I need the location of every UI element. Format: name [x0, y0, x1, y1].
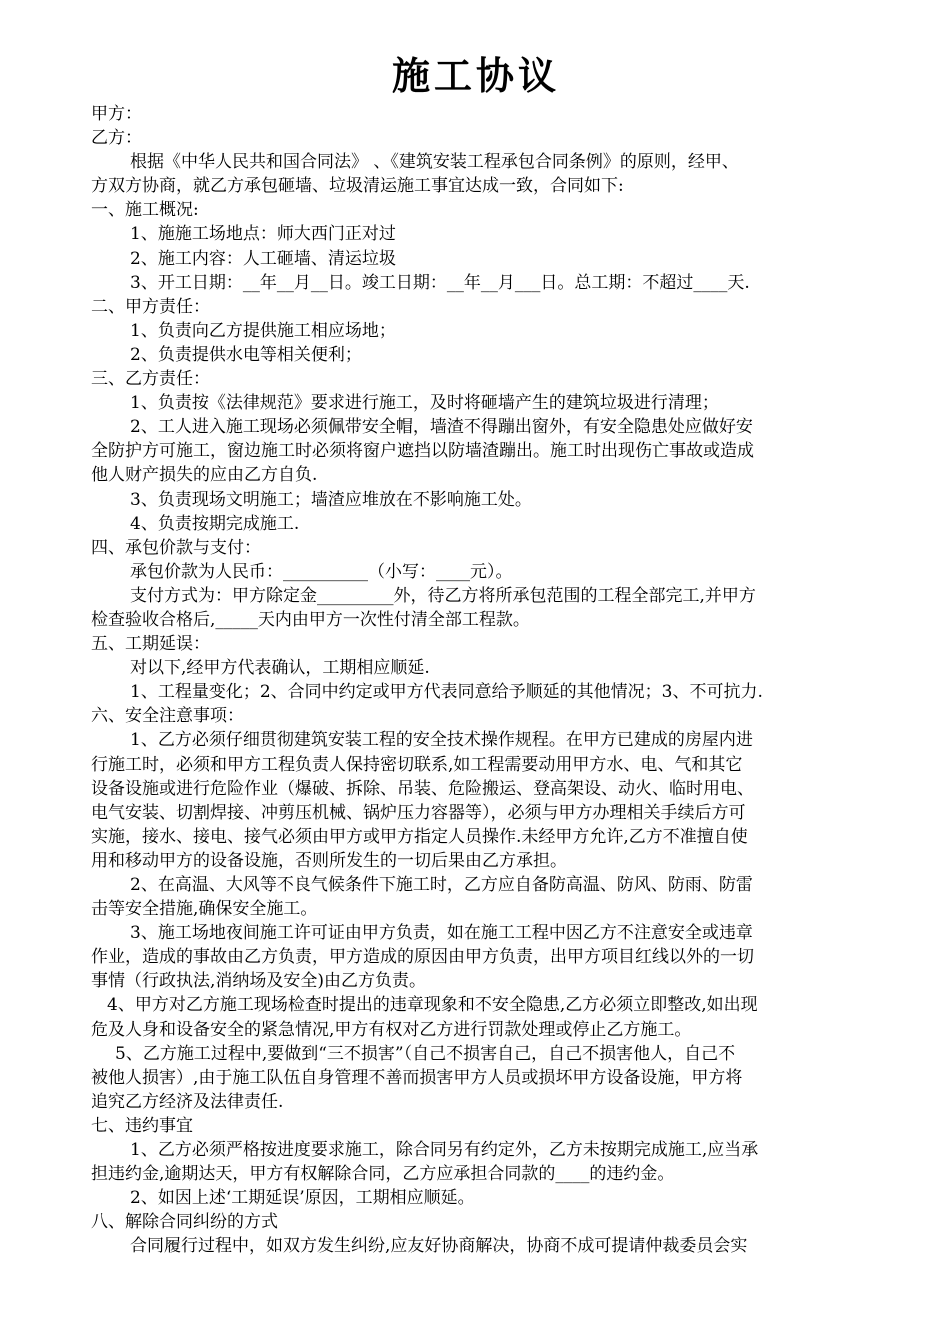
text-line: 被他人损害）,由于施工队伍自身管理不善而损害甲方人员或损坏甲方设备设施，甲方将 [91, 1067, 743, 1088]
text-line: 3、施工场地夜间施工许可证由甲方负责，如在施工工程中因乙方不注意安全或违章 [130, 923, 753, 944]
text-line: 二、甲方责任： [91, 296, 210, 317]
text-line: 2、如因上述‘工期延误’原因，工期相应顺延。 [130, 1188, 475, 1209]
text-line: 五、工期延误： [91, 634, 210, 655]
text-line: 乙方： [91, 128, 142, 149]
text-line: 2、工人进入施工现场必须佩带安全帽，墙渣不得蹦出窗外，有安全隐患处应做好安 [130, 417, 753, 438]
text-line: 追究乙方经济及法律责任. [91, 1091, 284, 1112]
text-line: 担违约金,逾期达天，甲方有权解除合同，乙方应承担合同款的____的违约金。 [91, 1164, 675, 1185]
text-line: 全防护方可施工，窗边施工时必须将窗户遮挡以防墙渣蹦出。施工时出现伤亡事故或造成 [91, 441, 754, 462]
document-page [91, 50, 861, 1259]
text-line: 5、乙方施工过程中,要做到“三不损害”（自己不损害自己，自己不损害他人，自己不 [115, 1043, 736, 1064]
text-line: 实施，接水、接电、接气必须由甲方或甲方指定人员操作.未经甲方允许,乙方不准擅自使 [91, 826, 748, 847]
text-line: 八、解除合同纠纷的方式 [91, 1212, 278, 1233]
text-line: 甲方： [91, 104, 142, 124]
text-line: 1、工程量变化；2、合同中约定或甲方代表同意给予顺延的其他情况；3、不可抗力. [130, 682, 763, 703]
text-line: 检查验收合格后,_____天内由甲方一次性付清全部工程款。 [91, 609, 530, 630]
text-line: 四、承包价款与支付： [91, 537, 261, 558]
text-line: 一、施工概况: [91, 200, 199, 221]
text-line: 方双方协商，就乙方承包砸墙、垃圾清运施工事宜达成一致，合同如下: [91, 176, 624, 197]
text-line: 3、开工日期：__年__月__日。竣工日期：__年__月___日。总工期：不超过____天. [130, 272, 750, 293]
text-line: 1、负责向乙方提供施工相应场地； [130, 320, 396, 341]
document-title: 施工协议 [391, 53, 560, 98]
text-line: 危及人身和设备安全的紧急情况,甲方有权对乙方进行罚款处理或停止乙方施工。 [91, 1019, 692, 1040]
text-line: 根据《中华人民共和国合同法》 、《建筑安装工程承包合同条例》的原则，经甲、 [130, 152, 739, 173]
text-line: 对以下,经甲方代表确认，工期相应顺延. [130, 658, 430, 679]
text-line: 七、违约事宜 [91, 1115, 193, 1136]
text-line: 行施工时，必须和甲方工程负责人保持密切联系,如工程需要动用甲方水、电、气和其它 [91, 754, 743, 775]
text-line: 2、施工内容：人工砸墙、清运垃圾 [130, 248, 396, 269]
text-line: 1、乙方必须仔细贯彻建筑安装工程的安全技术操作规程。在甲方已建成的房屋内进 [130, 730, 753, 751]
text-line: 2、负责提供水电等相关便利； [130, 344, 362, 365]
text-line: 3、负责现场文明施工；墙渣应堆放在不影响施工处。 [130, 489, 532, 510]
text-line: 电气安装、切割焊接、冲剪压机械、锅炉压力容器等），必须与甲方办理相关手续后方可 [91, 802, 746, 823]
text-line: 2、在高温、大风等不良气候条件下施工时，乙方应自备防高温、防风、防雨、防雷 [130, 875, 753, 895]
text-line: 1、乙方必须严格按进度要求施工，除合同另有约定外，乙方未按期完成施工,应当承 [130, 1140, 759, 1161]
text-line: 设备设施或进行危险作业（爆破、拆除、吊装、危险搬运、登高架设、动火、临时用电、 [91, 778, 754, 799]
text-line: 作业，造成的事故由乙方负责，甲方造成的原因由甲方负责，出甲方项目红线以外的一切 [91, 947, 754, 968]
text-line: 他人财产损失的应由乙方自负. [91, 465, 318, 486]
text-line: 三、乙方责任： [91, 369, 210, 390]
text-line: 承包价款为人民币：__________（小写：____元）。 [130, 561, 513, 582]
text-line: 用和移动甲方的设备设施，否则所发生的一切后果由乙方承担。 [91, 850, 567, 871]
text-line: 六、安全注意事项： [91, 706, 244, 727]
text-line: 4、甲方对乙方施工现场检查时提出的违章现象和不安全隐患,乙方必须立即整改,如出现 [107, 995, 758, 1016]
text-line: 1、负责按《法律规范》要求进行施工，及时将砸墙产生的建筑垃圾进行清理； [130, 393, 719, 414]
text-line: 合同履行过程中，如双方发生纠纷,应友好协商解决，协商不成可提请仲裁委员会实 [130, 1236, 748, 1257]
text-line: 4、负责按期完成施工. [130, 513, 300, 534]
text-line: 事情（行政执法,消纳场及安全)由乙方负责。 [91, 971, 427, 992]
document-body [91, 102, 861, 1259]
text-line: 1、施施工场地点：师大西门正对过 [130, 224, 396, 245]
text-line: 支付方式为：甲方除定金_________外，待乙方将所承包范围的工程全部完工,并甲方 [130, 585, 756, 606]
text-line: 击等安全措施,确保安全施工。 [91, 899, 318, 920]
